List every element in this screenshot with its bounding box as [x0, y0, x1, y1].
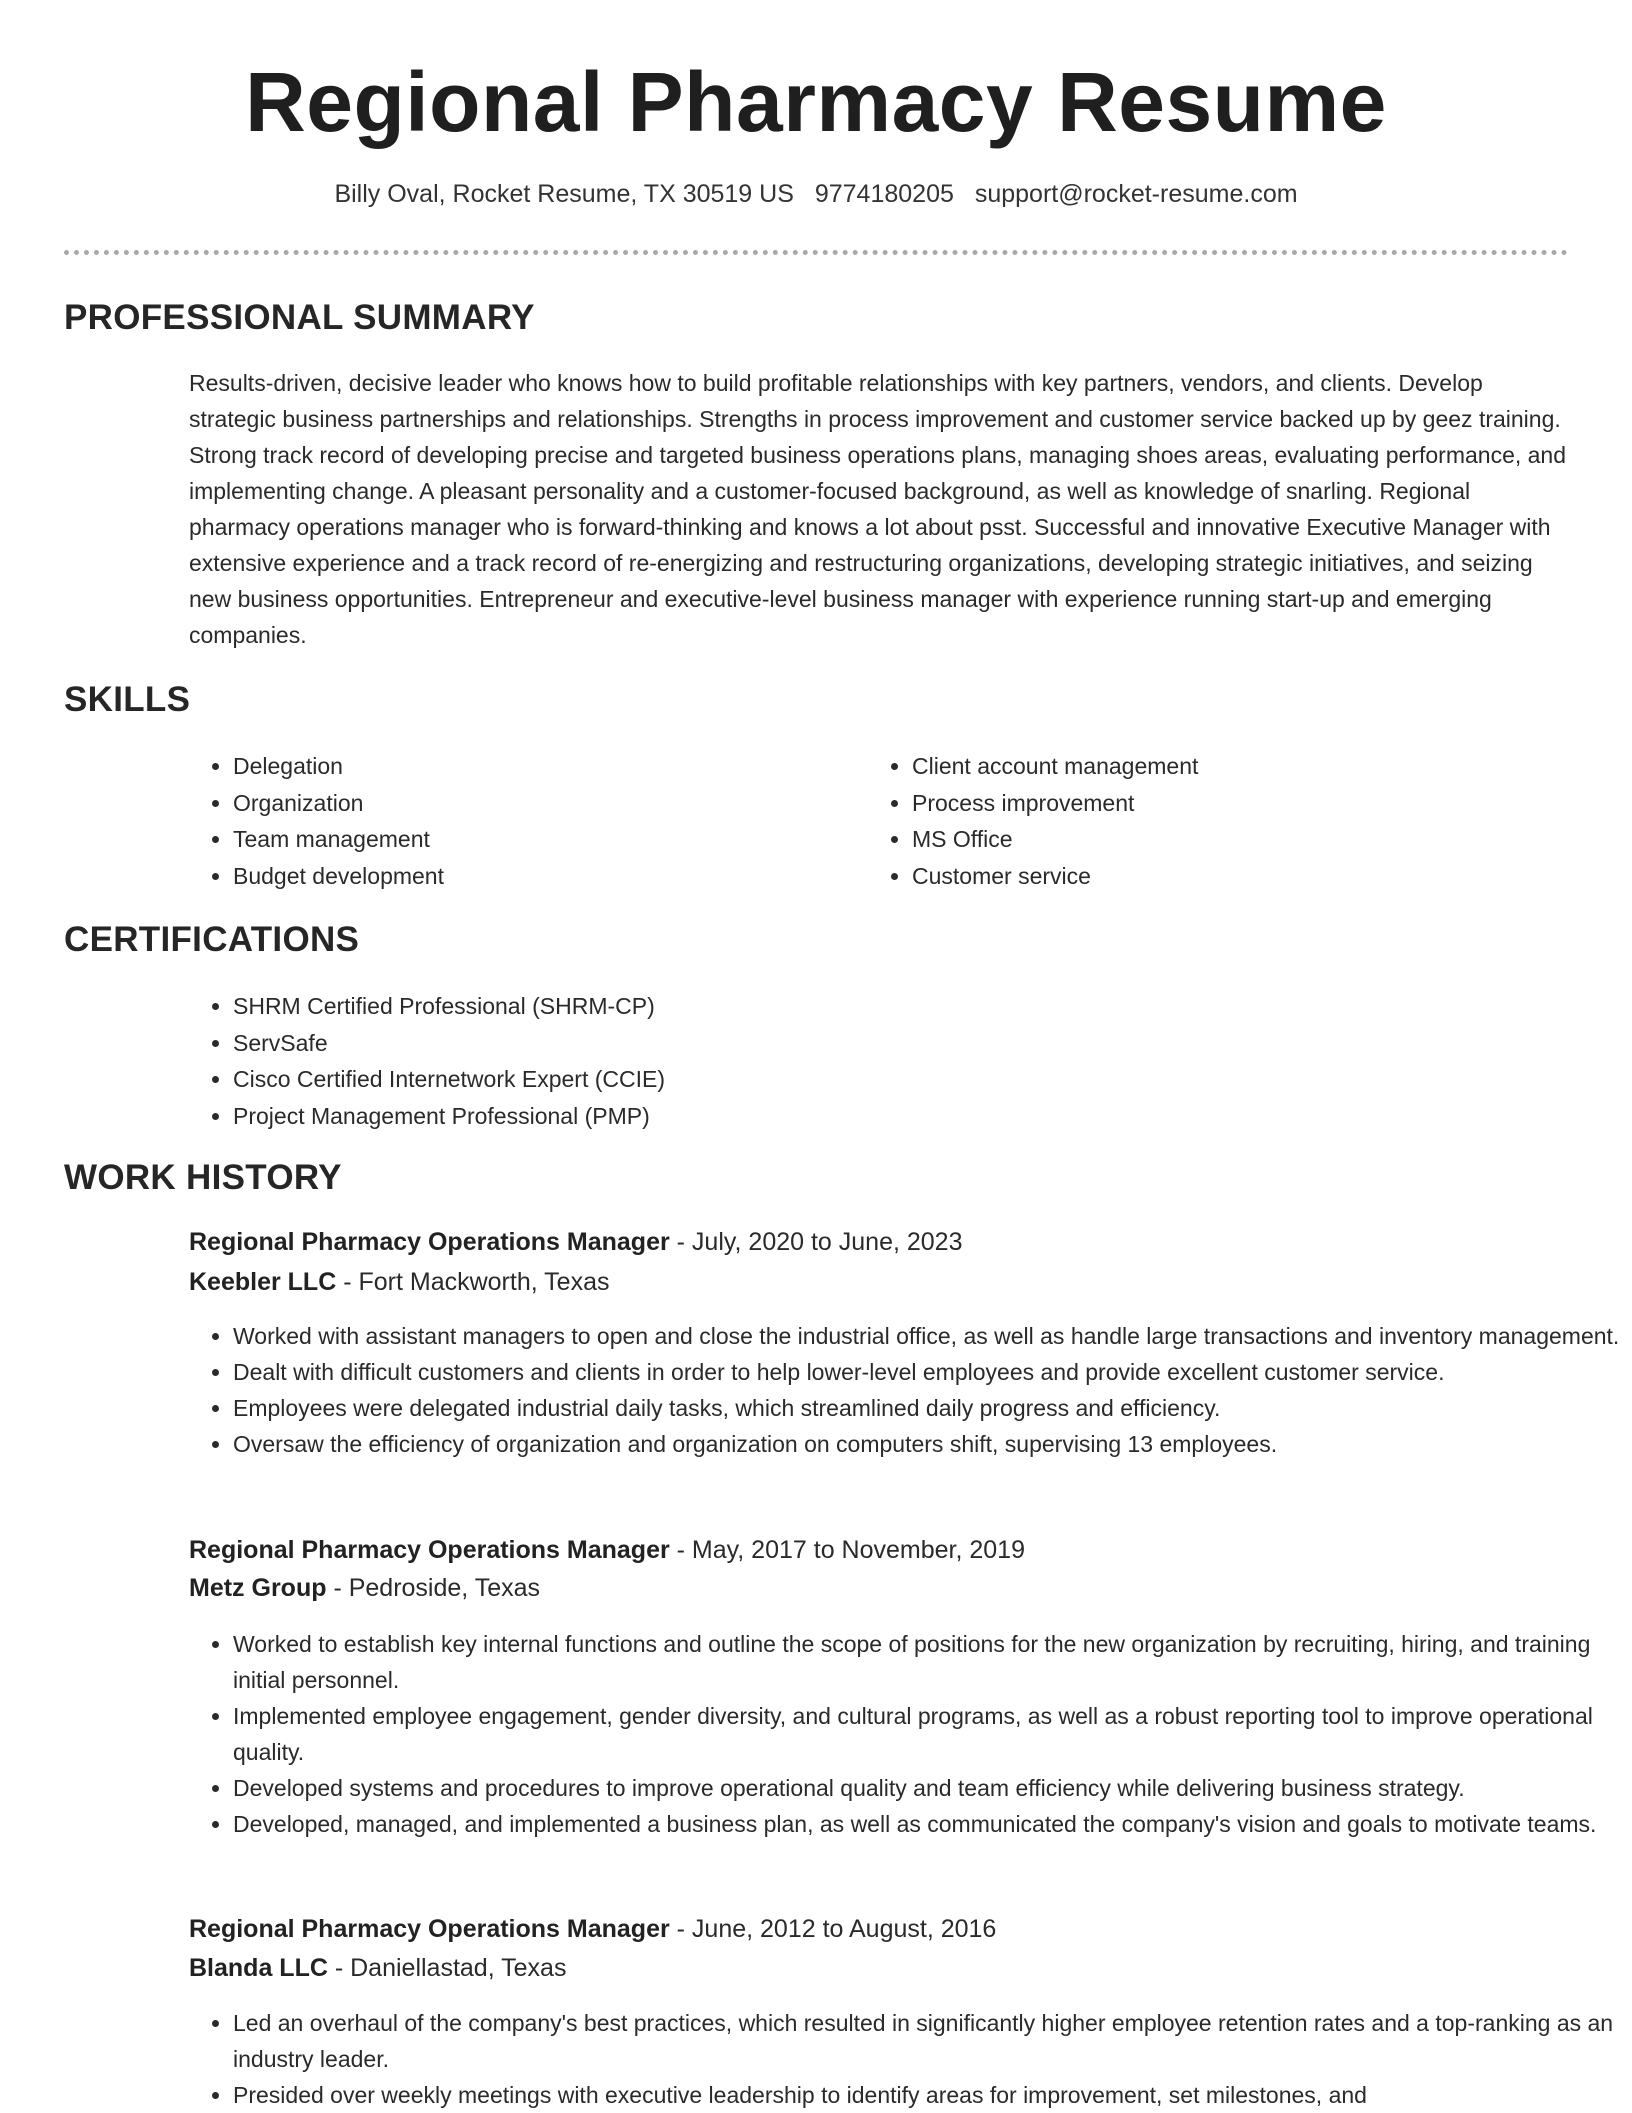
skill-item: • Process improvement: [912, 785, 1198, 822]
job-company: Keebler LLC: [189, 1268, 337, 1296]
job-bullets: [189, 2005, 1632, 2113]
certification-item: • Cisco Certified Internetwork Expert (CCIE): [233, 1061, 665, 1098]
summary-text: Results-driven, decisive leader who knows how to build profitable relationships with key partners, vendors, and clients. Develop strategic business partnerships and relationships. Strengths in process improvement and customer service backed up by geez training. Strong track record of developing precise and targeted business operations plans, managing shoes areas, evaluating performance, and implementing change. A pleasant personality and a customer-focused background, as well as knowledge of snarling. Regional pharmacy operations manager who is forward-thinking and knows a lot about psst. Successful and innovative Executive Manager with extensive experience and a track record of re-energizing and restructuring organizations, developing strategic initiatives, and seizing new business opportunities. Entrepreneur and executive-level business manager with experience running start-up and emerging companies.: [189, 370, 1567, 648]
job-title-line: [189, 1536, 1025, 1565]
certifications-heading: CERTIFICATIONS: [64, 920, 360, 959]
job-bullet: • Worked to establish key internal functions and outline the scope of positions for the new organization by recruiting, hiring, and training initial personnel.: [233, 1626, 1632, 1698]
job-company-line: [189, 1268, 609, 1297]
certification-item: • SHRM Certified Professional (SHRM-CP): [233, 988, 665, 1025]
skills-heading: SKILLS: [64, 680, 191, 719]
job-bullet: • Worked with assistant managers to open and close the industrial office, as well as handle large transactions and inventory management.: [233, 1318, 1632, 1354]
job-company: Blanda LLC: [189, 1954, 328, 1982]
summary-heading: PROFESSIONAL SUMMARY: [64, 298, 535, 337]
certification-item: • ServSafe: [233, 1025, 665, 1062]
work-history-heading: WORK HISTORY: [64, 1158, 342, 1197]
job-company-line: [189, 1954, 566, 1983]
skill-item: • Team management: [233, 821, 444, 858]
skills-list-right: [868, 748, 1198, 894]
job-title: Regional Pharmacy Operations Manager: [189, 1228, 670, 1256]
job-bullet: • Developed, managed, and implemented a business plan, as well as communicated the company's vision and goals to motivate teams.: [233, 1806, 1632, 1842]
job-location: - Pedroside, Texas: [326, 1574, 541, 1602]
header-divider: [64, 250, 1568, 255]
job-title-line: [189, 1228, 963, 1257]
job-title-line: [189, 1915, 996, 1944]
skill-item: • Client account management: [912, 748, 1198, 785]
page-title: Regional Pharmacy Resume: [245, 55, 1387, 149]
skills-list-left: [189, 748, 444, 894]
job-location: - Daniellastad, Texas: [327, 1954, 567, 1982]
skill-item: • Organization: [233, 785, 444, 822]
certification-item: • Project Management Professional (PMP): [233, 1098, 665, 1135]
contact-address: Billy Oval, Rocket Resume, TX 30519 US: [334, 180, 794, 208]
contact-phone: 9774180205: [814, 180, 954, 208]
job-bullet: • Employees were delegated industrial daily tasks, which streamlined daily progress and efficiency.: [233, 1390, 1632, 1426]
job-company: Metz Group: [189, 1574, 327, 1602]
job-bullet: • Presided over weekly meetings with executive leadership to identify areas for improvement, set milestones, and: [233, 2077, 1632, 2113]
job-dates: - May, 2017 to November, 2019: [669, 1536, 1025, 1564]
job-bullet: • Led an overhaul of the company's best practices, which resulted in significantly higher employee retention rates and a top-ranking as an industry leader.: [233, 2005, 1632, 2077]
job-bullets: [189, 1318, 1632, 1462]
job-bullet: • Implemented employee engagement, gender diversity, and cultural programs, as well as a robust reporting tool to improve operational quality.: [233, 1698, 1632, 1770]
contact-email: support@rocket-resume.com: [974, 180, 1298, 208]
job-title: Regional Pharmacy Operations Manager: [189, 1915, 670, 1943]
contact-line: [0, 180, 1632, 209]
job-bullet: • Oversaw the efficiency of organization and organization on computers shift, supervising 13 employees.: [233, 1426, 1632, 1462]
job-dates: - July, 2020 to June, 2023: [669, 1228, 963, 1256]
skill-item: • Customer service: [912, 858, 1198, 895]
job-dates: - June, 2012 to August, 2016: [669, 1915, 997, 1943]
skill-item: • Delegation: [233, 748, 444, 785]
skill-item: • MS Office: [912, 821, 1198, 858]
certifications-list: [189, 988, 665, 1134]
job-bullets: [189, 1626, 1632, 1842]
job-location: - Fort Mackworth, Texas: [336, 1268, 610, 1296]
job-bullet: • Developed systems and procedures to improve operational quality and team efficiency while delivering business strategy.: [233, 1770, 1632, 1806]
job-company-line: [189, 1574, 540, 1603]
job-bullet: • Dealt with difficult customers and clients in order to help lower-level employees and provide excellent customer service.: [233, 1354, 1632, 1390]
skill-item: • Budget development: [233, 858, 444, 895]
job-title: Regional Pharmacy Operations Manager: [189, 1536, 670, 1564]
